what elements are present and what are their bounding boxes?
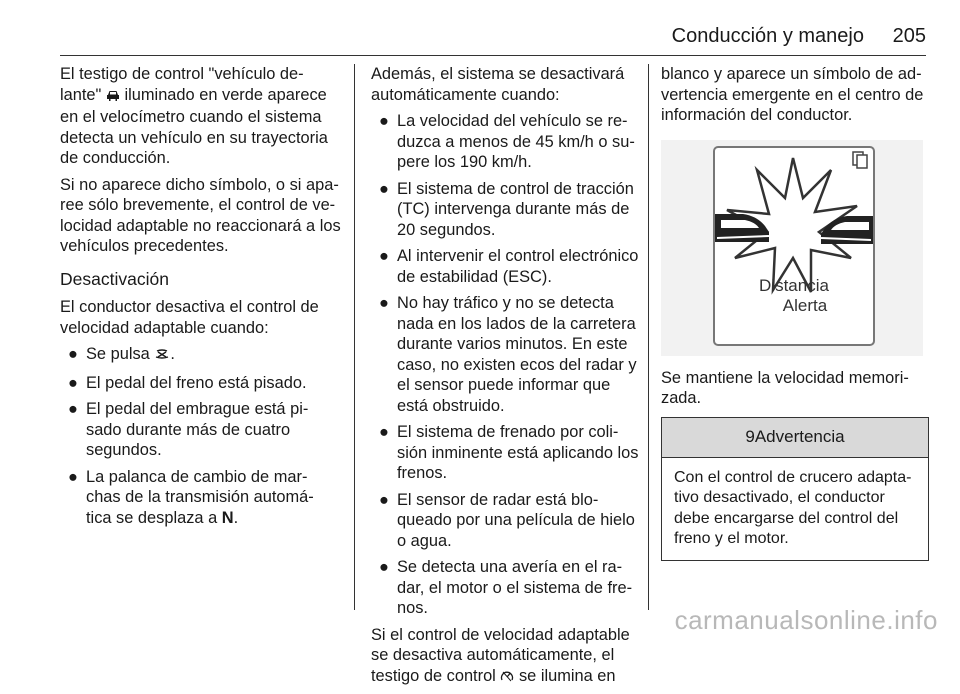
warning-icon: 9 [745,426,755,446]
list-item: ● El sistema de control de tracción (TC) intervenga durante más de 20 segundos. [379,179,634,239]
column-divider [648,64,649,610]
list-item: ● Al intervenir el control electrónico de estabilidad (ESC). [379,247,639,286]
paragraph: Se mantiene la velocidad memori- zada. [661,368,909,407]
list-item: ● La velocidad del vehículo se re- duzca a menos de 45 km/h o su- pere los 190 km/h. [379,112,635,171]
paragraph: Si no aparece dicho símbolo, o si apa- ree sólo brevemente, el control de ve- locidad adaptable no reaccionará a los vehículos precedentes. [60,175,341,255]
paragraph: Si el control de velocidad adaptable se desactiva automáticamente, el testigo de control se ilumina en [371,625,639,689]
paragraph: Además, el sistema se desactivará automáticamente cuando: [371,65,625,104]
paragraph: blanco y aparece un símbolo de ad- vertencia emergente en el centro de información del conductor. [661,65,924,124]
page-title: Conducción y manejo [671,25,864,47]
list-item: ● El sistema de frenado por coli- sión inminente está aplicando los frenos. [379,423,639,482]
list-item: ● No hay tráfico y no se detecta nada en los lados de la carretera durante varios minutos. En este caso, no existen ecos del radar y el sensor puede informar que está obstruido. [379,294,637,415]
figure-label: Alerta [782,295,828,315]
list-item: ● La palanca de cambio de mar- chas de la transmisión automá- tica se desplaza a N. [68,467,314,527]
bullet-list [371,111,639,619]
warning-text: Con el control de crucero adapta- tivo desactivado, el conductor debe encargarse del control del freno y el motor. [674,468,912,547]
page-number: 205 [892,25,926,47]
warning-title: Advertencia [754,426,845,446]
column-3 [661,64,929,561]
distance-alert-illustration [661,140,923,356]
list-item: ● El sensor de radar está blo- queado por una película de hielo o agua. [379,490,635,550]
cruise-control-icon [500,668,514,689]
list-item: ● Se pulsa . [60,344,342,367]
vehicle-ahead-icon [106,87,120,108]
collision-warning-graphic [661,140,923,356]
watermark: carmanualsonline.info [674,605,938,635]
bullet-list [60,344,342,528]
figure-label: Distancia [759,275,829,295]
list-item: ● El pedal del embrague está pi- sado durante más de cuatro segundos. [68,400,309,459]
column-2 [371,64,639,694]
paragraph: El testigo de control "vehículo de- lante" iluminado en verde aparece en el velocímetro cuando el sistema detecta un vehículo en su trayectoria de conducción. [60,65,328,167]
page-header [60,22,926,56]
column-1 [60,64,342,534]
warning-box [661,417,929,561]
warning-header [662,418,928,458]
column-divider [354,64,355,610]
list-item: ● Se detecta una avería en el ra- dar, el motor o el sistema de fre- nos. [379,558,633,617]
list-item: ● El pedal del freno está pisado. [68,373,307,392]
section-heading: Desactivación [60,268,169,289]
paragraph: El conductor desactiva el control de velocidad adaptable cuando: [60,298,319,337]
page-icon [853,152,867,168]
cruise-cancel-icon [154,346,170,367]
